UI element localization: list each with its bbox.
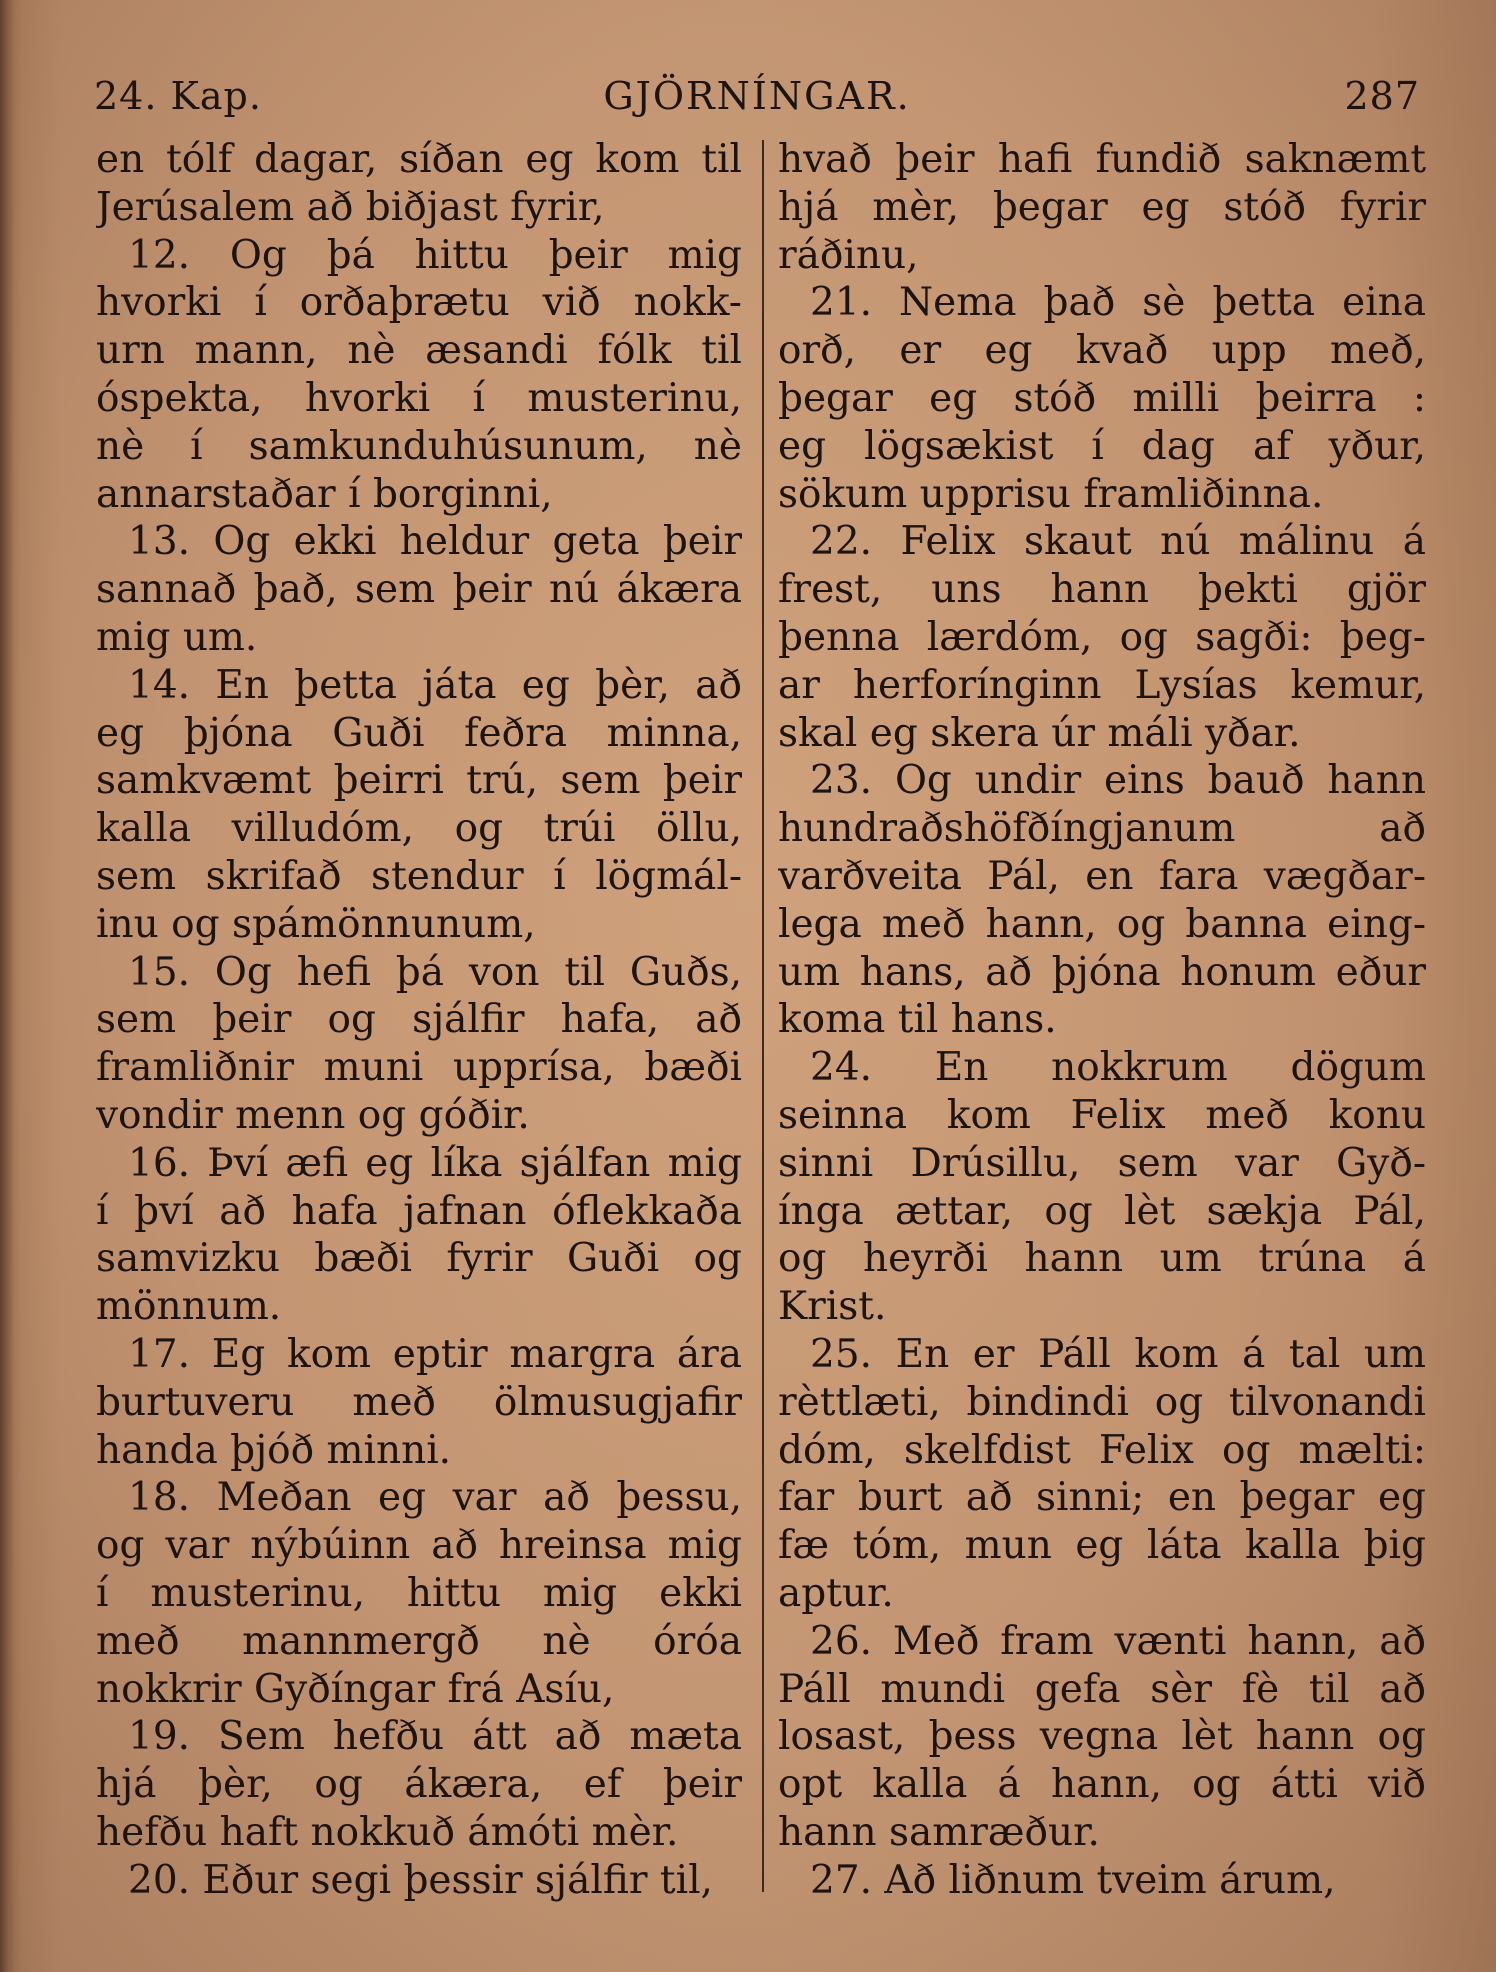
text-line: vondir menn og góðir.: [96, 1092, 530, 1138]
text-line: samvizku bæði fyrir Guði og: [96, 1236, 742, 1282]
text-line: frest, uns hann þekti gjör: [778, 567, 1426, 613]
text-line: 17. Eg kom eptir margra ára: [128, 1331, 742, 1377]
text-line: hundraðshöfðíngjanum að: [778, 806, 1426, 852]
text-line: aptur.: [778, 1570, 894, 1616]
text-line: 13. Og ekki heldur geta þeir: [128, 519, 742, 565]
text-line: Jerúsalem að biðjast fyrir,: [96, 184, 605, 230]
text-line: 26. Með fram vænti hann, að: [810, 1618, 1426, 1664]
text-line: skal eg skera úr máli yðar.: [778, 710, 1301, 756]
text-line: 22. Felix skaut nú málinu á: [810, 519, 1426, 565]
text-line: en tólf dagar, síðan eg kom til: [96, 137, 742, 182]
text-line: sannað það, sem þeir nú ákæra: [96, 567, 742, 613]
text-line: og heyrði hann um trúna á: [778, 1236, 1426, 1282]
text-line: eg þjóna Guði feðra minna,: [96, 710, 742, 756]
left-text-column: [96, 136, 742, 1904]
text-line: losast, þess vegna lèt hann og: [778, 1714, 1426, 1760]
text-line: orð, er eg kvað upp með,: [778, 328, 1426, 374]
text-line: opt kalla á hann, og átti við: [778, 1762, 1426, 1808]
text-line: 21. Nema það sè þetta eina: [810, 280, 1426, 326]
running-header: [94, 68, 1420, 124]
text-line: hjá þèr, og ákæra, ef þeir: [96, 1762, 742, 1808]
text-line: inu og spámönnunum,: [96, 901, 536, 947]
text-line: 27. Að liðnum tveim árum,: [810, 1857, 1336, 1903]
text-line: samkvæmt þeirri trú, sem þeir: [96, 758, 742, 804]
text-line: 19. Sem hefðu átt að mæta: [128, 1714, 742, 1760]
text-line: mig um.: [96, 614, 258, 660]
text-line: hvað þeir hafi fundið saknæmt: [778, 137, 1426, 182]
text-line: ínga ættar, og lèt sækja Pál,: [778, 1188, 1426, 1234]
text-line: Páll mundi gefa sèr fè til að: [778, 1666, 1426, 1712]
text-line: handa þjóð minni.: [96, 1427, 452, 1473]
right-text-column: [778, 136, 1426, 1904]
text-line: urn mann, nè æsandi fólk til: [96, 328, 742, 374]
text-line: burtuveru með ölmusugjafir: [96, 1379, 742, 1425]
text-line: um hans, að þjóna honum eður: [778, 949, 1426, 995]
text-line: þenna lærdóm, og sagði: þeg-: [778, 614, 1426, 660]
text-line: í musterinu, hittu mig ekki: [96, 1570, 742, 1616]
text-line: 18. Meðan eg var að þessu,: [128, 1475, 742, 1521]
text-line: varðveita Pál, en fara vægðar-: [778, 853, 1426, 899]
text-line: mönnum.: [96, 1284, 282, 1330]
text-line: 15. Og hefi þá von til Guðs,: [128, 949, 742, 995]
text-line: eg lögsækist í dag af yður,: [778, 423, 1426, 469]
text-line: sem skrifað stendur í lögmál-: [96, 853, 742, 899]
text-line: óspekta, hvorki í musterinu,: [96, 375, 742, 421]
text-line: þegar eg stóð milli þeirra :: [778, 375, 1426, 421]
text-line: rèttlæti, bindindi og tilvonandi: [778, 1379, 1426, 1425]
text-line: sökum upprisu framliðinna.: [778, 471, 1324, 517]
text-line: lega með hann, og banna eing-: [778, 901, 1426, 947]
text-line: og var nýbúinn að hreinsa mig: [96, 1523, 742, 1569]
text-line: 24. En nokkrum dögum: [810, 1045, 1426, 1091]
text-line: nè í samkunduhúsunum, nè: [96, 423, 742, 469]
text-line: 25. En er Páll kom á tal um: [810, 1331, 1426, 1377]
text-line: í því að hafa jafnan óflekkaða: [96, 1188, 742, 1234]
text-line: hvorki í orðaþrætu við nokk-: [96, 280, 742, 326]
text-line: 20. Eður segi þessir sjálfir til,: [128, 1857, 713, 1903]
text-line: dóm, skelfdist Felix og mælti:: [778, 1427, 1426, 1473]
text-line: hefðu haft nokkuð ámóti mèr.: [96, 1809, 679, 1855]
text-line: Krist.: [778, 1284, 887, 1330]
text-line: með mannmergð nè óróa: [96, 1618, 742, 1664]
text-line: framliðnir muni upprísa, bæði: [96, 1045, 742, 1091]
text-line: 23. Og undir eins bauð hann: [810, 758, 1426, 804]
chapter-label: 24. Kap.: [94, 74, 262, 118]
text-line: fæ tóm, mun eg láta kalla þig: [778, 1523, 1426, 1569]
page-edge-shadow: [0, 0, 14, 1972]
text-line: far burt að sinni; en þegar eg: [778, 1475, 1426, 1521]
text-line: annarstaðar í borginni,: [96, 471, 553, 517]
text-line: ráðinu,: [778, 232, 919, 278]
text-line: 12. Og þá hittu þeir mig: [128, 232, 742, 278]
text-line: koma til hans.: [778, 997, 1057, 1043]
text-line: 14. En þetta játa eg þèr, að: [128, 662, 742, 708]
text-line: kalla villudóm, og trúi öllu,: [96, 806, 742, 852]
book-title: GJÖRNÍNGAR.: [603, 74, 911, 118]
text-line: hann samræður.: [778, 1809, 1100, 1855]
text-line: seinna kom Felix með konu: [778, 1092, 1426, 1138]
text-line: sem þeir og sjálfir hafa, að: [96, 997, 742, 1043]
text-line: sinni Drúsillu, sem var Gyð-: [778, 1140, 1426, 1186]
text-line: nokkrir Gyðíngar frá Asíu,: [96, 1666, 615, 1712]
text-line: ar herforínginn Lysías kemur,: [778, 662, 1426, 708]
text-line: hjá mèr, þegar eg stóð fyrir: [778, 184, 1426, 230]
column-divider: [762, 140, 764, 1892]
text-line: 16. Því æfi eg líka sjálfan mig: [128, 1140, 742, 1186]
page-number: 287: [1344, 74, 1420, 118]
